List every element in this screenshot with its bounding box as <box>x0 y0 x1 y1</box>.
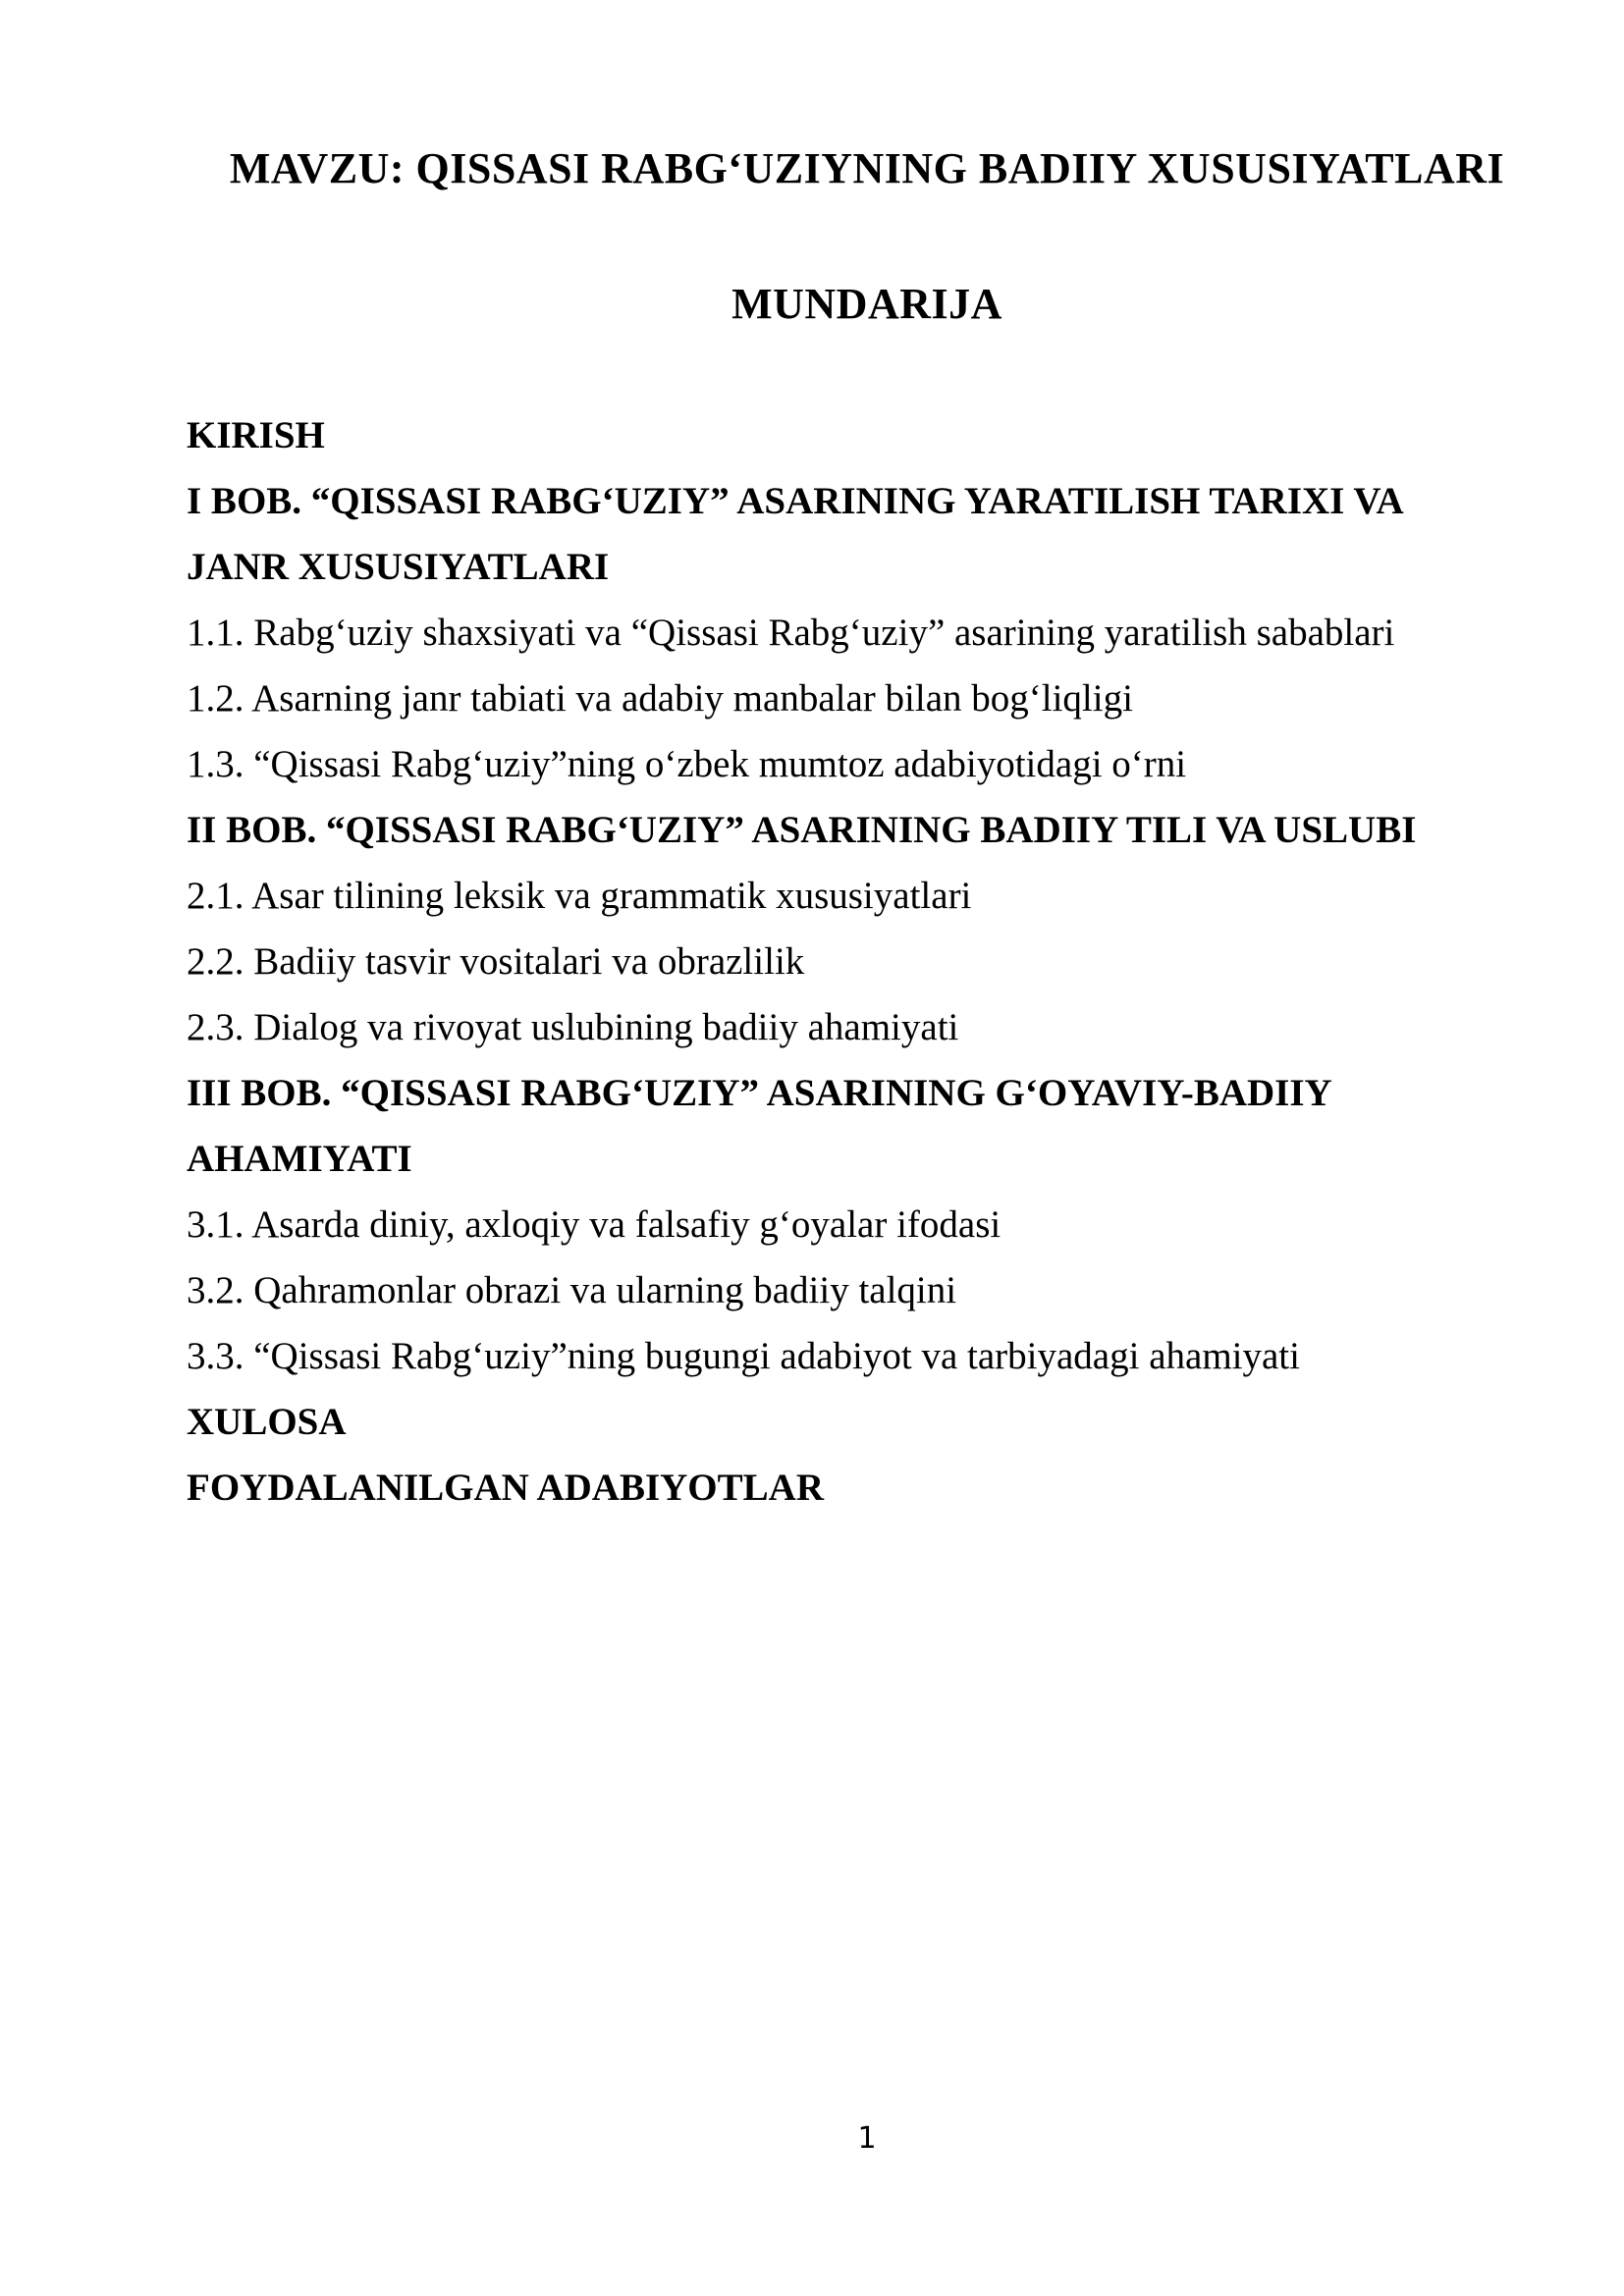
toc-line-3-1: 3.1. Asarda diniy, axloqiy va falsafiy g‘oyalar ifodasi <box>187 1203 1001 1246</box>
document-title: MAVZU: QISSASI RABG‘UZIYNING BADIIY XUSUSIYATLARI <box>229 144 1505 192</box>
toc-line-3-3: 3.3. “Qissasi Rabg‘uziy”ning bugungi adabiyot va tarbiyadagi ahamiyati <box>187 1335 1300 1377</box>
toc-line-chapter-2: II BOB. “QISSASI RABG‘UZIY” ASARINING BADIIY TILI VA USLUBI <box>187 809 1417 851</box>
page-number: 1 <box>857 2121 877 2156</box>
toc-line-adabiyotlar: FOYDALANILGAN ADABIYOTLAR <box>187 1467 824 1509</box>
toc-line-3-2: 3.2. Qahramonlar obrazi va ularning badiiy talqini <box>187 1269 957 1311</box>
toc-line-2-3: 2.3. Dialog va rivoyat uslubining badiiy ahamiyati <box>187 1006 959 1048</box>
toc-line-chapter-1: I BOB. “QISSASI RABG‘UZIY” ASARINING YARATILISH TARIXI VA <box>187 480 1404 522</box>
toc-heading: MUNDARIJA <box>731 280 1002 328</box>
toc-line-chapter-1-cont: JANR XUSUSIYATLARI <box>187 546 610 588</box>
toc-line-xulosa: XULOSA <box>187 1401 347 1443</box>
toc-line-1-3: 1.3. “Qissasi Rabg‘uziy”ning o‘zbek mumtoz adabiyotidagi o‘rni <box>187 743 1187 785</box>
toc-line-2-1: 2.1. Asar tilining leksik va grammatik xususiyatlari <box>187 875 972 917</box>
toc-line-1-1: 1.1. Rabg‘uziy shaxsiyati va “Qissasi Rabg‘uziy” asarining yaratilish sabablari <box>187 612 1395 654</box>
toc-line-1-2: 1.2. Asarning janr tabiati va adabiy manbalar bilan bog‘liqligi <box>187 677 1133 720</box>
toc-line-chapter-3-cont: AHAMIYATI <box>187 1138 412 1180</box>
toc-line-chapter-3: III BOB. “QISSASI RABG‘UZIY” ASARINING G‘OYAVIY-BADIIY <box>187 1072 1332 1114</box>
toc-line-kirish: KIRISH <box>187 414 325 456</box>
table-of-contents <box>187 402 1561 1521</box>
toc-line-2-2: 2.2. Badiiy tasvir vositalari va obrazlilik <box>187 940 805 983</box>
